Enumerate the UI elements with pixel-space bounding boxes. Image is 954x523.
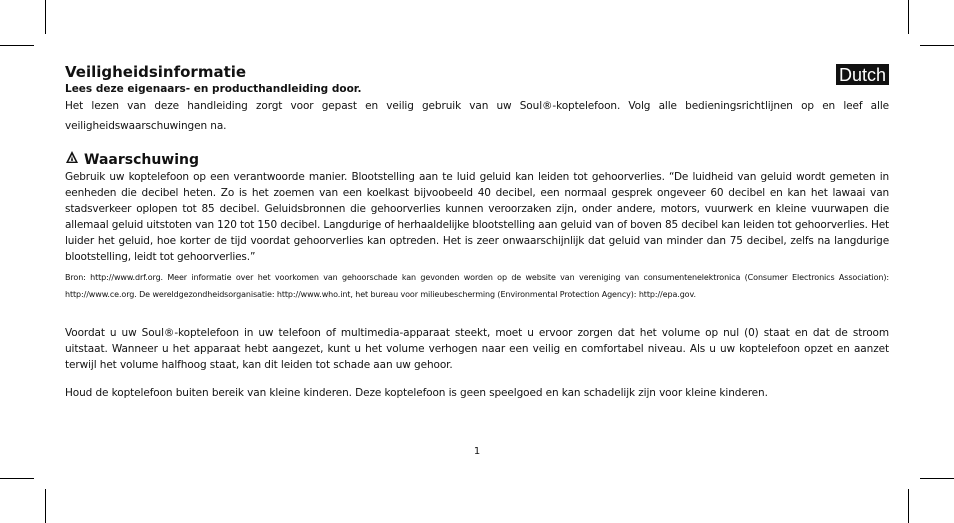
crop-mark (920, 45, 954, 46)
crop-mark (45, 489, 46, 523)
source-note: Bron: http://www.drf.org. Meer informatie over het voorkomen van gehoorschade kan gevonden worden op de website van vereniging van consumentenelektronica (Consumer Electronics Association): http://www.ce.org. De wereldgezondheidsorganisatie: http://www.who.int, het bureau voor milieubescherming (Environmental Protection Agency): http://epa.gov. (65, 273, 889, 299)
warning-heading (65, 150, 889, 169)
warning-heading-label: Waarschuwing (84, 151, 200, 168)
warning-paragraph: Gebruik uw koptelefoon op een verantwoorde manier. Blootstelling aan te luid geluid kan leiden tot gehoorverlies. “De luidheid van geluid wordt gemeten in eenheden die decibel heten. Zo is het zoemen van een koelkast bijvoobeeld 40 decibel, een normaal gesprek ongeveer 60 decibel en kan het lawaai van stadsverkeer oplopen tot 85 decibel. Geluidsbronnen die gehoorverlies kunnen veroorzaken zijn, onder andere, motors, vuurwerk en kleine vuurwapen die allemaal geluid uitstoten van 120 tot 150 decibel. Langdurige of herhaaldelijke blootstelling aan geluid van of boven 85 decibel kan leiden tot gehoorverlies. Het luider het geluid, hoe korter de tijd voordat gehoorverlies kan optreden. Het is zeer onwaarschijnlijk dat geluid van minder dan 75 decibel, zelfs na langdurige blootstelling, leidt tot gehoorverlies.” (65, 171, 889, 263)
warning-triangle-icon (65, 150, 84, 169)
crop-mark (0, 478, 34, 479)
children-paragraph: Houd de koptelefoon buiten bereik van kleine kinderen. Deze koptelefoon is geen speelgoed en kan schadelijk zijn voor kleine kinderen. (65, 387, 768, 399)
crop-mark (45, 0, 46, 34)
crop-mark (908, 489, 909, 523)
crop-mark (0, 45, 34, 46)
intro-paragraph: Het lezen van deze handleiding zorgt voor gepast en veilig gebruik van uw Soul®-koptelefoon. Volg alle bedieningsrichtlijnen op en leef alle veiligheidswaarschuwingen na. (65, 100, 889, 132)
crop-mark (920, 478, 954, 479)
page-subtitle: Lees deze eigenaars- en producthandleiding door. (65, 83, 362, 95)
page-number: 1 (473, 446, 481, 457)
document-page (65, 62, 889, 401)
crop-mark (908, 0, 909, 34)
language-badge: Dutch (836, 64, 889, 85)
page-title: Veiligheidsinformatie (65, 63, 247, 81)
volume-paragraph: Voordat u uw Soul®-koptelefoon in uw telefoon of multimedia-apparaat steekt, moet u ervoor zorgen dat het volume op nul (0) staat en dat de stroom uitstaat. Wanneer u het apparaat hebt aangezet, kunt u het volume verhogen naar een veilig en comfortabel niveau. Als u uw koptelefoon opzet en aanzet terwijl het volume halfhoog staat, kan dit leiden tot schade aan uw gehoor. (65, 327, 889, 371)
